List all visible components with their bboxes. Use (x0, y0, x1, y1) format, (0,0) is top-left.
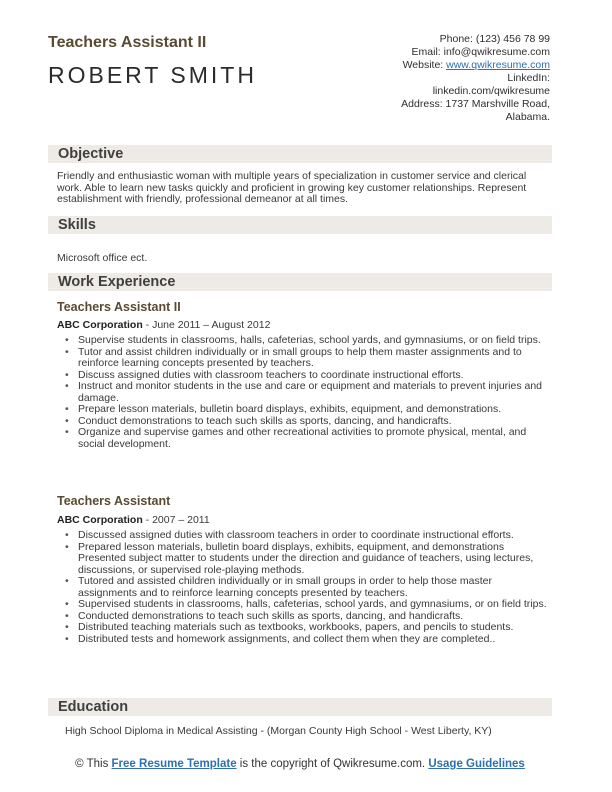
job-1-company: ABC Corporation (57, 319, 143, 331)
objective-text: Friendly and enthusiastic woman with multiple years of specialization in customer service and clerical work. Able to learn new tasks quickly and proficient in growing key customer relationships. Represent establishment with friendly, professional demeanor at all times. (57, 170, 527, 205)
job-1-dates: - June 2011 – August 2012 (142, 319, 271, 331)
footer-middle: is the copyright of Qwikresume.com. (236, 758, 429, 770)
contact-email: Email: info@qwikresume.com (411, 46, 550, 58)
skills-text: Microsoft office ect. (57, 252, 148, 264)
section-skills-title: Skills (58, 217, 96, 233)
job-2-company-line (57, 514, 210, 526)
list-item: • Prepared lesson materials, bulletin board displays, exhibits, equipment, and demonstrations Presented subject matter to students under the direction and guidance of teachers, using lectures, discussions, or supervised role-playing methods. (78, 542, 553, 577)
list-item: • Discussed assigned duties with classroom teachers in order to coordinate instructional efforts. (78, 530, 553, 542)
section-objective (48, 145, 552, 163)
job-1-company-line (57, 319, 270, 331)
job-1-bullets (57, 335, 553, 450)
contact-linkedin-label: LinkedIn: (507, 72, 550, 84)
job-1-title: Teachers Assistant II (57, 300, 181, 314)
contact-website (290, 59, 550, 72)
job-2-bullets (57, 530, 553, 645)
usage-guidelines-link[interactable]: Usage Guidelines (428, 758, 525, 770)
list-item: • Supervise students in classrooms, halls, cafeterias, school yards, and gymnasiums, or on field trips. (78, 335, 553, 347)
list-item: • Organize and supervise games and other recreational activities to promote physical, mental, and social development. (78, 427, 553, 450)
list-item: • Tutored and assisted children individually or in small groups in order to help those master assignments and to reinforce learning concepts presented by teachers. (78, 576, 553, 599)
job-2-company: ABC Corporation (57, 514, 143, 526)
section-objective-title: Objective (58, 146, 124, 162)
section-education-title: Education (58, 699, 129, 715)
section-work-experience (48, 273, 552, 291)
list-item: • Conducted demonstrations to teach such skills as sports, dancing, and handicrafts. (78, 611, 553, 623)
website-label: Website: (402, 59, 447, 71)
list-item: • Conduct demonstrations to teach such skills as sports, dancing, and handicrafts. (78, 416, 553, 428)
contact-linkedin-value: linkedin.com/qwikresume (432, 85, 550, 97)
contact-address-line1: Address: 1737 Marshville Road, (401, 98, 550, 110)
website-link[interactable]: www.qwikresume.com (446, 59, 550, 71)
contact-address-line2: Alabama. (505, 111, 550, 123)
footer-prefix: © This (75, 758, 112, 770)
free-resume-template-link[interactable]: Free Resume Template (111, 758, 237, 770)
section-education (48, 698, 552, 716)
contact-phone: Phone: (123) 456 78 99 (439, 33, 550, 45)
section-work-title: Work Experience (58, 274, 176, 290)
list-item: • Tutor and assist children individually or in small groups to help them master assignments and to reinforce learning concepts presented by teachers. (78, 347, 553, 370)
job-2-title: Teachers Assistant (57, 494, 171, 508)
list-item: • Supervised students in classrooms, halls, cafeterias, school yards, and gymnasiums, or on field trips. (78, 599, 553, 611)
list-item: • Discuss assigned duties with classroom teachers to coordinate instructional efforts. (78, 370, 553, 382)
list-item: • Prepare lesson materials, bulletin board displays, exhibits, equipment, and demonstrations. (78, 404, 553, 416)
job-2-dates: - 2007 – 2011 (142, 514, 210, 526)
footer-copyright (48, 757, 552, 771)
list-item: • Instruct and monitor students in the use and care or equipment and materials to prevent injuries and damage. (78, 381, 553, 404)
list-item: • Distributed tests and homework assignments, and collect them when they are completed.. (78, 634, 553, 646)
contact-block (290, 33, 550, 124)
header-job-title: Teachers Assistant II (48, 34, 207, 51)
section-skills (48, 216, 552, 234)
list-item: • Distributed teaching materials such as textbooks, workbooks, papers, and pencils to students. (78, 622, 553, 634)
education-text: High School Diploma in Medical Assisting - (Morgan County High School - West Liberty, KY) (65, 725, 492, 737)
candidate-name: ROBERT SMITH (48, 62, 257, 88)
